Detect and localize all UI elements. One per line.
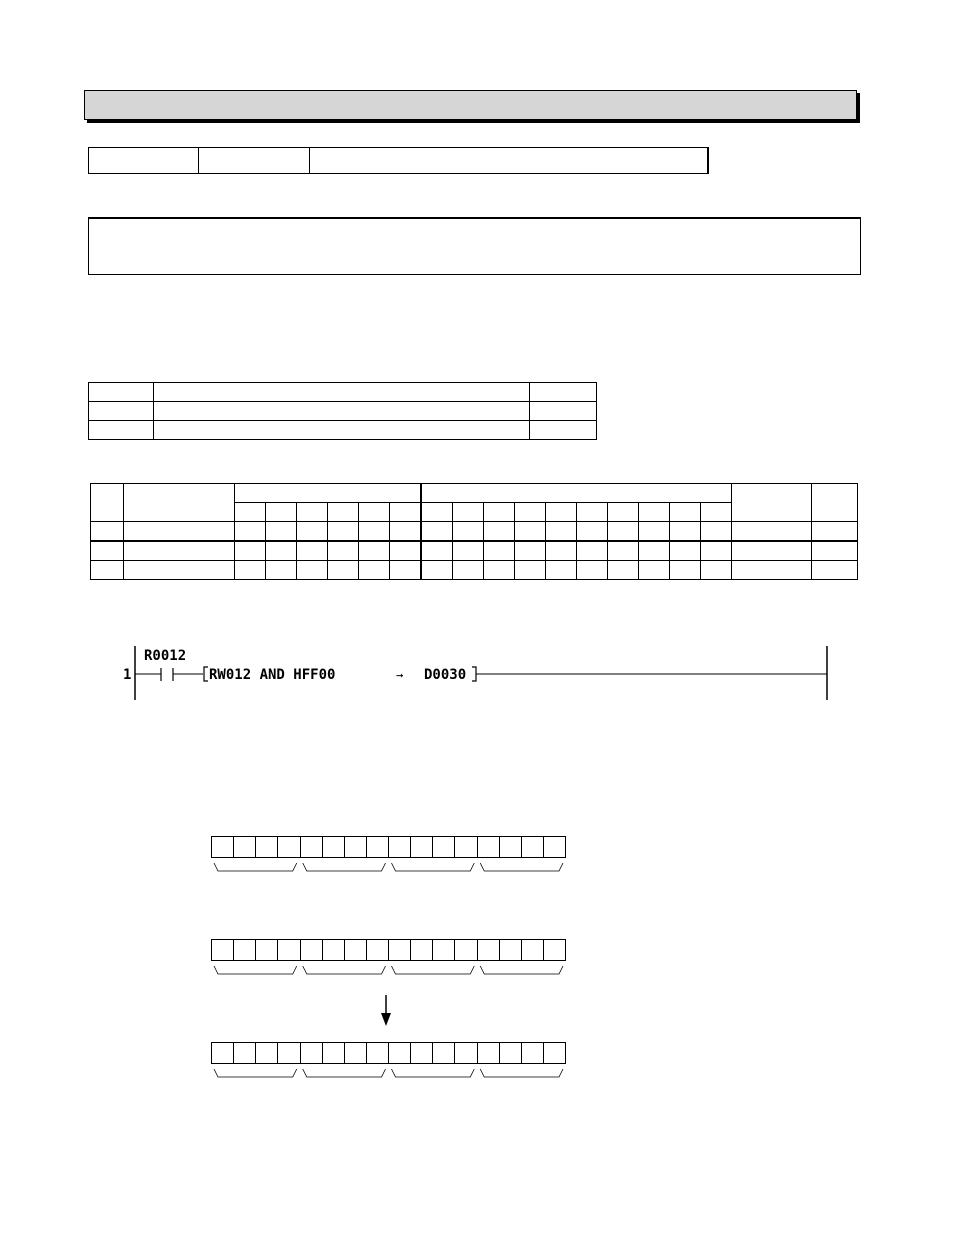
table-cell — [266, 561, 297, 580]
table-cell — [421, 561, 453, 580]
table-cell — [453, 541, 484, 561]
bit-cell — [455, 837, 477, 857]
table-cell — [530, 383, 597, 402]
bit-cell — [256, 837, 278, 857]
nibble-brace — [303, 1069, 386, 1077]
bit-cell — [278, 1043, 300, 1063]
bit-cell — [212, 837, 234, 857]
nibble-braces — [211, 861, 566, 875]
table-cell — [91, 541, 124, 561]
table-cell — [701, 522, 732, 542]
table-cell — [154, 383, 530, 402]
table-cell — [670, 503, 701, 522]
bit-cell — [234, 837, 256, 857]
table-cell — [154, 402, 530, 421]
table-cell — [91, 484, 124, 522]
table-cell — [124, 561, 235, 580]
table-cell — [639, 541, 670, 561]
bit-cell — [411, 837, 433, 857]
bit-cell — [323, 1043, 345, 1063]
table-cell — [530, 402, 597, 421]
table-cell — [670, 561, 701, 580]
nibble-braces — [211, 964, 566, 978]
bit-cell — [411, 1043, 433, 1063]
table-cell — [124, 484, 235, 522]
table-cell — [235, 503, 266, 522]
bit-cell — [301, 940, 323, 960]
table-cell — [732, 522, 812, 542]
bit-cell — [367, 837, 389, 857]
bit-cell — [389, 837, 411, 857]
nibble-braces — [211, 1067, 566, 1081]
destination-operand: D0030 — [424, 667, 467, 683]
bit-cell — [389, 940, 411, 960]
nibble-brace — [480, 1069, 563, 1077]
nibble-brace — [214, 1069, 297, 1077]
nibble-brace — [392, 966, 475, 974]
word-group-header — [421, 484, 732, 503]
bit-cell — [500, 940, 522, 960]
table-cell — [701, 541, 732, 561]
bit-cell — [301, 837, 323, 857]
usable-operand-table — [90, 483, 858, 580]
nibble-brace — [303, 863, 386, 871]
table-cell — [515, 561, 546, 580]
table-cell — [266, 541, 297, 561]
bit-cell — [278, 837, 300, 857]
table-cell — [546, 561, 577, 580]
table-cell — [297, 522, 328, 542]
table-cell — [812, 484, 858, 522]
bit-cell — [433, 1043, 455, 1063]
table-cell — [390, 561, 422, 580]
table-cell — [530, 421, 597, 440]
header-cell — [199, 148, 310, 174]
table-cell — [515, 503, 546, 522]
table-cell — [359, 561, 390, 580]
bit-cell — [278, 940, 300, 960]
table-cell — [732, 484, 812, 522]
description-box — [88, 217, 861, 275]
table-row — [89, 421, 597, 440]
header-cell — [310, 148, 709, 174]
header-cell — [89, 148, 199, 174]
bit-cell — [323, 940, 345, 960]
nibble-brace — [392, 863, 475, 871]
bit-cell — [500, 837, 522, 857]
table-cell — [577, 503, 608, 522]
table-cell — [515, 541, 546, 561]
table-cell — [701, 503, 732, 522]
nibble-brace — [214, 966, 297, 974]
mask-word-bits — [211, 939, 566, 961]
table-cell — [390, 522, 422, 542]
table-row — [91, 522, 858, 542]
table-cell — [812, 541, 858, 561]
bit-cell — [544, 940, 565, 960]
table-cell — [812, 561, 858, 580]
nibble-brace — [392, 1069, 475, 1077]
table-cell — [89, 383, 154, 402]
bit-cell — [212, 940, 234, 960]
bit-group-header — [235, 484, 422, 503]
bit-cell — [478, 940, 500, 960]
table-cell — [266, 503, 297, 522]
table-cell — [235, 541, 266, 561]
table-cell — [484, 503, 515, 522]
table-cell — [484, 561, 515, 580]
table-cell — [608, 503, 639, 522]
bit-cell — [411, 940, 433, 960]
bit-cell — [478, 1043, 500, 1063]
bit-cell — [522, 1043, 544, 1063]
table-cell — [421, 503, 453, 522]
table-cell — [732, 541, 812, 561]
bit-cell — [345, 940, 367, 960]
table-cell — [639, 561, 670, 580]
bit-cell — [433, 837, 455, 857]
table-cell — [421, 541, 453, 561]
table-cell — [390, 503, 422, 522]
bit-cell — [455, 940, 477, 960]
table-cell — [577, 561, 608, 580]
contact-label: R0012 — [144, 648, 187, 664]
instruction-box-left — [204, 667, 208, 681]
table-row — [91, 561, 858, 580]
nibble-brace — [303, 966, 386, 974]
nibble-brace — [214, 863, 297, 871]
table-cell — [701, 561, 732, 580]
bit-cell — [345, 837, 367, 857]
table-cell — [359, 522, 390, 542]
table-cell — [124, 522, 235, 542]
table-cell — [235, 561, 266, 580]
table-cell — [484, 541, 515, 561]
table-cell — [359, 541, 390, 561]
table-cell — [328, 503, 359, 522]
table-cell — [546, 541, 577, 561]
section-title-bar — [84, 90, 857, 120]
table-cell — [297, 561, 328, 580]
nibble-brace — [480, 966, 563, 974]
bit-cell — [522, 837, 544, 857]
table-cell — [608, 522, 639, 542]
table-cell — [670, 541, 701, 561]
table-cell — [812, 522, 858, 542]
bit-cell — [500, 1043, 522, 1063]
bit-cell — [301, 1043, 323, 1063]
table-cell — [390, 541, 422, 561]
source-word-bits — [211, 836, 566, 858]
table-cell — [453, 503, 484, 522]
table-cell — [154, 421, 530, 440]
nibble-brace — [480, 863, 563, 871]
table-cell — [577, 522, 608, 542]
bit-cell — [234, 1043, 256, 1063]
bit-cell — [212, 1043, 234, 1063]
table-cell — [124, 541, 235, 561]
bit-cell — [389, 1043, 411, 1063]
instruction-expression: RW012 AND HFF00 — [209, 667, 336, 683]
table-cell — [328, 541, 359, 561]
table-row — [89, 402, 597, 421]
operand-table — [88, 382, 597, 440]
table-cell — [639, 503, 670, 522]
table-cell — [359, 503, 390, 522]
bit-cell — [433, 940, 455, 960]
table-cell — [328, 522, 359, 542]
table-header-row — [91, 484, 858, 503]
table-cell — [91, 561, 124, 580]
result-word-bits — [211, 1042, 566, 1064]
table-cell — [421, 522, 453, 542]
bit-cell — [367, 1043, 389, 1063]
table-row — [91, 541, 858, 561]
table-cell — [266, 522, 297, 542]
table-cell — [484, 522, 515, 542]
bit-cell — [522, 940, 544, 960]
table-cell — [577, 541, 608, 561]
bit-cell — [256, 1043, 278, 1063]
table-cell — [515, 522, 546, 542]
rung-number: 1 — [123, 667, 132, 683]
table-cell — [453, 522, 484, 542]
table-cell — [297, 503, 328, 522]
table-cell — [297, 541, 328, 561]
table-cell — [235, 522, 266, 542]
table-cell — [89, 421, 154, 440]
bit-cell — [345, 1043, 367, 1063]
table-cell — [732, 561, 812, 580]
table-cell — [608, 561, 639, 580]
table-cell — [670, 522, 701, 542]
bit-cell — [367, 940, 389, 960]
table-cell — [328, 561, 359, 580]
table-cell — [453, 561, 484, 580]
table-cell — [546, 503, 577, 522]
bit-cell — [544, 837, 565, 857]
arrow-glyph: → — [396, 668, 404, 682]
table-cell — [639, 522, 670, 542]
ladder-diagram — [120, 640, 840, 710]
bit-cell — [234, 940, 256, 960]
table-cell — [91, 522, 124, 542]
bit-cell — [256, 940, 278, 960]
bit-cell — [544, 1043, 565, 1063]
table-cell — [546, 522, 577, 542]
table-row — [89, 383, 597, 402]
bit-cell — [323, 837, 345, 857]
table-cell — [608, 541, 639, 561]
down-arrow-icon — [376, 995, 396, 1027]
table-cell — [89, 402, 154, 421]
instruction-header-table — [88, 147, 709, 174]
bit-cell — [455, 1043, 477, 1063]
instruction-box-right — [472, 667, 476, 681]
bit-cell — [478, 837, 500, 857]
